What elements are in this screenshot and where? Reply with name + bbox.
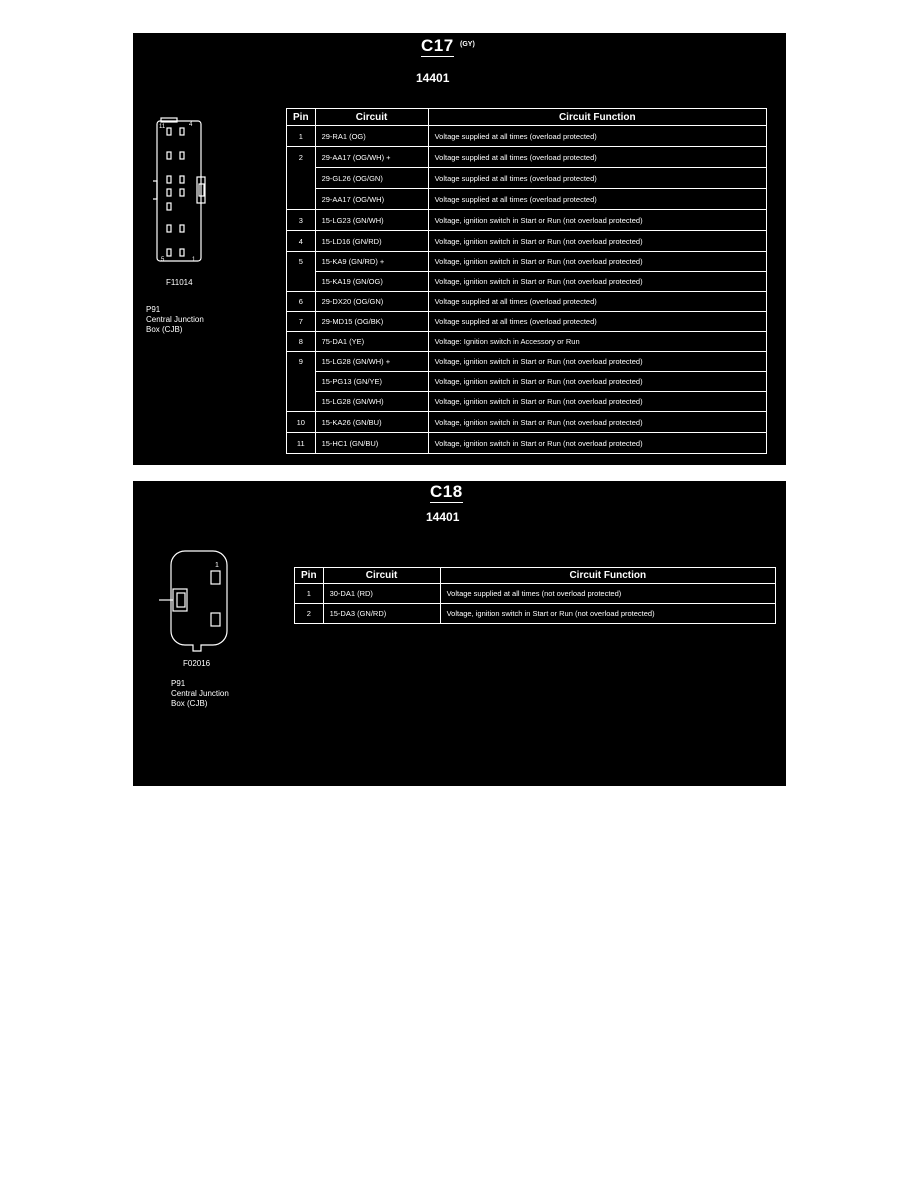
circuit-cell: 29-RA1 (OG) [315,126,428,147]
circuit-cell: 15-HC1 (GN/BU) [315,433,428,454]
table-row [287,292,767,312]
circuit-cell: 15-LG28 (GN/WH) + [315,352,428,372]
c17-location-line: P91 [146,305,161,314]
table-row [287,252,767,272]
pin-cell: 2 [295,604,324,624]
function-cell: Voltage, ignition switch in Start or Run (not overload protected) [428,412,766,433]
pin-cell: 2 [287,147,316,168]
function-cell: Voltage supplied at all times (overload protected) [428,126,766,147]
c18-panel [133,481,786,786]
circuit-header: Circuit [315,109,428,126]
pin-cell: 10 [287,412,316,433]
circuit-cell: 29-GL26 (OG/GN) [315,168,428,189]
function-cell: Voltage, ignition switch in Start or Run (not overload protected) [428,372,766,392]
c18-location-line: Central Junction [171,689,229,698]
table-row [287,168,767,189]
function-header: Circuit Function [440,568,775,584]
c17-pin-label: 5 [161,257,165,263]
pin-cell: 9 [287,352,316,372]
c18-location-line: P91 [171,679,186,688]
circuit-cell: 15-LG28 (GN/WH) [315,392,428,412]
table-row [295,584,776,604]
table-row [287,372,767,392]
pin-cell [287,168,316,189]
function-cell: Voltage, ignition switch in Start or Run (not overload protected) [440,604,775,624]
function-cell: Voltage, ignition switch in Start or Run (not overload protected) [428,272,766,292]
circuit-cell: 29-MD15 (OG/BK) [315,312,428,332]
function-cell: Voltage supplied at all times (overload protected) [428,312,766,332]
c17-location-line: Box (CJB) [146,325,183,334]
function-cell: Voltage supplied at all times (overload protected) [428,147,766,168]
c17-pin-label: 11 [159,124,166,130]
circuit-cell: 29-AA17 (OG/WH) + [315,147,428,168]
c18-connector-diagram [155,547,235,657]
circuit-cell: 15-KA26 (GN/BU) [315,412,428,433]
pin-cell [287,272,316,292]
table-row [287,231,767,252]
pin-cell: 5 [287,252,316,272]
pin-cell: 1 [295,584,324,604]
pin-cell: 4 [287,231,316,252]
circuit-cell: 30-DA1 (RD) [323,584,440,604]
circuit-cell: 29-AA17 (OG/WH) [315,189,428,210]
table-row [287,210,767,231]
circuit-cell: 15-LD16 (GN/RD) [315,231,428,252]
table-row [287,147,767,168]
pin-header: Pin [295,568,324,584]
pin-cell [287,392,316,412]
function-cell: Voltage: Ignition switch in Accessory or Run [428,332,766,352]
function-header: Circuit Function [428,109,766,126]
c18-location [171,679,229,709]
c17-panel [133,33,786,465]
c17-color-tag: (GY) [460,41,475,48]
circuit-cell: 15-DA3 (GN/RD) [323,604,440,624]
table-row [287,433,767,454]
c17-part-number: 14401 [416,71,450,85]
c17-pin-table [286,108,767,454]
c17-connector-diagram [153,115,213,265]
table-row [287,412,767,433]
function-cell: Voltage supplied at all times (not overload protected) [440,584,775,604]
function-cell: Voltage, ignition switch in Start or Run (not overload protected) [428,433,766,454]
table-row [287,332,767,352]
c17-location-line: Central Junction [146,315,204,324]
c17-pin-label: 1 [192,257,196,263]
function-cell: Voltage, ignition switch in Start or Run (not overload protected) [428,352,766,372]
c18-location-line: Box (CJB) [171,699,208,708]
table-row [287,392,767,412]
pin-cell: 8 [287,332,316,352]
function-cell: Voltage supplied at all times (overload protected) [428,168,766,189]
table-row [295,604,776,624]
circuit-cell: 15-LG23 (GN/WH) [315,210,428,231]
c18-part-number: 14401 [426,510,460,524]
c17-pin-label: 4 [189,122,193,128]
function-cell: Voltage supplied at all times (overload protected) [428,189,766,210]
circuit-cell: 29-DX20 (OG/GN) [315,292,428,312]
circuit-cell: 15-KA9 (GN/RD) + [315,252,428,272]
circuit-cell: 15-PG13 (GN/YE) [315,372,428,392]
function-cell: Voltage supplied at all times (overload protected) [428,292,766,312]
pin-cell: 11 [287,433,316,454]
function-cell: Voltage, ignition switch in Start or Run (not overload protected) [428,252,766,272]
pin-cell: 6 [287,292,316,312]
circuit-cell: 15-KA19 (GN/OG) [315,272,428,292]
pin-cell [287,189,316,210]
table-row [287,189,767,210]
table-row [287,272,767,292]
pin-cell: 7 [287,312,316,332]
c18-connector-title: C18 [430,482,463,501]
pin-cell: 1 [287,126,316,147]
c17-connector-title: C17 [421,36,454,55]
pin-cell [287,372,316,392]
c17-location [146,305,204,335]
function-cell: Voltage, ignition switch in Start or Run (not overload protected) [428,231,766,252]
c17-figure-id: F11014 [166,278,193,287]
function-cell: Voltage, ignition switch in Start or Run (not overload protected) [428,392,766,412]
table-row [287,312,767,332]
table-row [287,352,767,372]
c18-pin-table [294,567,776,624]
pin-header: Pin [287,109,316,126]
circuit-header: Circuit [323,568,440,584]
c18-pin-label: 1 [215,562,219,569]
circuit-cell: 75-DA1 (YE) [315,332,428,352]
pin-cell: 3 [287,210,316,231]
function-cell: Voltage, ignition switch in Start or Run (not overload protected) [428,210,766,231]
c18-figure-id: F02016 [183,659,211,668]
table-row [287,126,767,147]
